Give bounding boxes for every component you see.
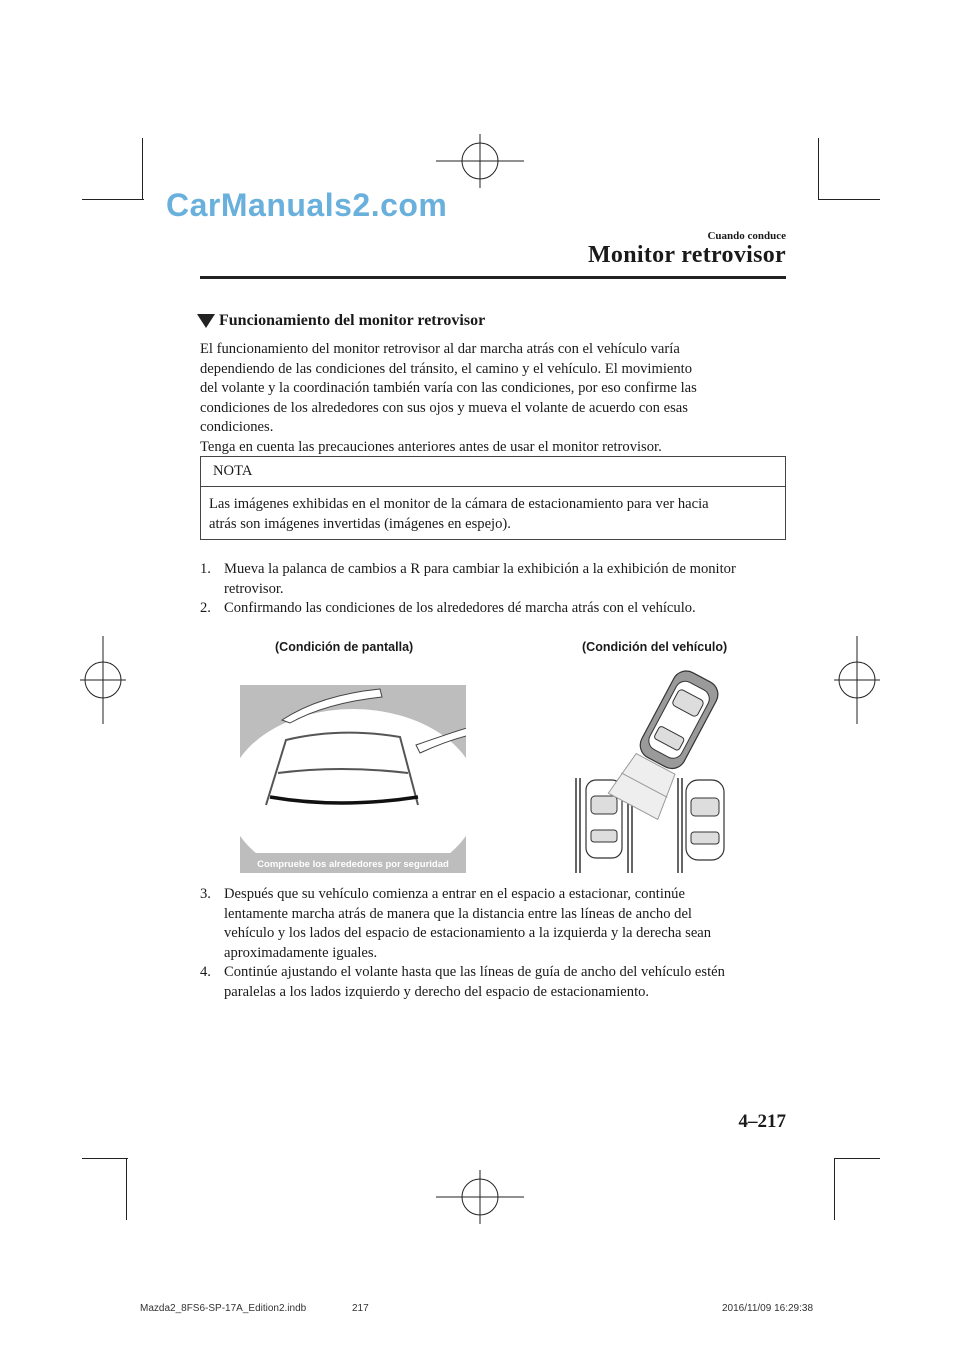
footer-file: Mazda2_8FS6-SP-17A_Edition2.indb [140, 1303, 307, 1314]
intro-line: El funcionamiento del monitor retrovisor al dar marcha atrás con el vehículo varía [200, 341, 680, 357]
step-line: aproximadamente iguales. [224, 944, 378, 961]
step-line: lentamente marcha atrás de manera que la distancia entre las líneas de ancho del [224, 905, 692, 922]
section-title [197, 312, 485, 330]
section-title-text: Funcionamiento del monitor retrovisor [219, 312, 486, 329]
nota-line: atrás son imágenes invertidas (imágenes en espejo). [209, 515, 511, 532]
step-line: Después que su vehículo comienza a entrar en el espacio a estacionar, continúe [224, 886, 685, 902]
vehicle-condition-illustration [570, 668, 748, 878]
intro-line: condiciones. [200, 419, 274, 435]
step-line: Continúe ajustando el volante hasta que las líneas de guía de ancho del vehículo estén [224, 964, 725, 980]
step-number: 4. [200, 964, 211, 980]
intro-line: Tenga en cuenta las precauciones anteriores antes de usar el monitor retrovisor. [200, 438, 662, 455]
step-number: 2. [200, 600, 211, 616]
caption-screen: (Condición de pantalla) [275, 640, 414, 654]
parked-car-right [686, 780, 724, 860]
footer-page: 217 [352, 1303, 369, 1314]
step-line: paralelas a los lados izquierdo y derecho del espacio de estacionamiento. [224, 983, 650, 1000]
footer-timestamp: 2016/11/09 16:29:38 [722, 1303, 814, 1314]
triangle-down-icon [197, 314, 215, 328]
intro-paragraph [200, 340, 790, 457]
header-section: Cuando conduce [707, 230, 786, 242]
list-item [200, 599, 790, 619]
list-item [200, 560, 790, 599]
intro-line: del volante y la coordinación también varía con las condiciones, por eso confirme las [200, 380, 697, 396]
header-rule [200, 276, 786, 279]
nota-box [200, 456, 786, 540]
step-line: Confirmando las condiciones de los alrededores dé marcha atrás con el vehículo. [224, 600, 696, 616]
steps-list-b [200, 885, 790, 1002]
step-number: 3. [200, 886, 211, 902]
nota-body [201, 487, 785, 534]
steps-list-a [200, 560, 790, 619]
list-item [200, 963, 790, 1002]
step-number: 1. [200, 561, 211, 577]
intro-line: condiciones de los alrededores con sus ojos y mueva el volante de acuerdo con esas [200, 399, 688, 416]
watermark: CarManuals2.com [166, 187, 448, 223]
step-line: retrovisor. [224, 580, 284, 597]
caption-vehicle: (Condición del vehículo) [582, 640, 728, 654]
page-number: 4–217 [738, 1111, 786, 1132]
camera-screen-illustration [240, 685, 466, 873]
intro-line: dependiendo de las condiciones del tránsito, el camino y el vehículo. El movimiento [200, 360, 693, 377]
screen-banner-text: Compruebe los alrededores por seguridad [257, 859, 449, 870]
nota-heading: NOTA [201, 457, 785, 487]
nota-line: Las imágenes exhibidas en el monitor de la cámara de estacionamiento para ver hacia [209, 496, 709, 512]
step-line: vehículo y los lados del espacio de estacionamiento a la izquierda y la derecha sean [224, 925, 712, 941]
page-title: Monitor retrovisor [587, 242, 786, 268]
step-line: Mueva la palanca de cambios a R para cambiar la exhibición a la exhibición de monitor [224, 561, 736, 577]
list-item [200, 885, 790, 963]
